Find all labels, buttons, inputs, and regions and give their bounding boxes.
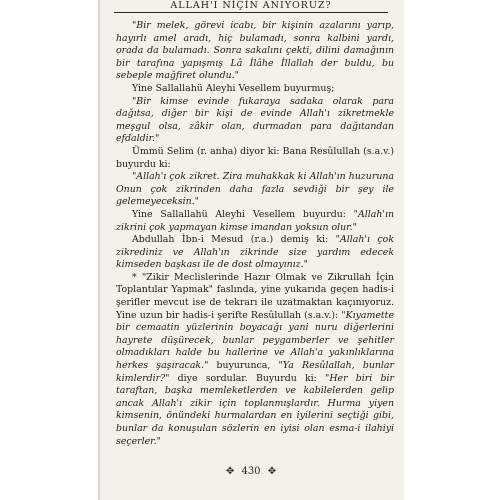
narration-text: Yine Sallallahü Aleyhi Vesellem buyurdu:: [132, 208, 354, 220]
body-text: [116, 20, 394, 448]
book-page: [98, 0, 404, 500]
folio-ornament-left-icon: ✥: [225, 466, 235, 477]
header-rule: [114, 12, 388, 13]
paragraph: Yine Sallallahü Aleyhi Vesellem buyurmuş;: [132, 82, 335, 94]
hadith-quote: "Her biri bir taraftan, başka memleketlerden ve kabilelerden gelip ancak Allah'ı zikir için toplanmışlardır. Hurma yiyen kimsenin, önündeki hurmalardan en iyilerini seçtiği gibi, bunlar da konuşulan sözlerin en iyisi olan esma-i ilahiyi seçerler.": [116, 372, 394, 447]
paragraph: "Bir kimse evinde fukaraya sadaka olarak para dağıtsa, diğer bir kişi de evinde Allah'ı zikretmekle meşgul olsa, zâkir olan, durmadan para dağıtandan efdaldir.": [116, 95, 394, 145]
page-folio: [98, 466, 404, 477]
paragraph: "Allah'ı çok zikret. Zira muhakkak ki Allah'ın huzuruna Onun çok zikrinden daha fazla sevdiği bir şey ile gelemeyeceksin.": [116, 171, 394, 208]
page-number: 430: [241, 466, 261, 477]
running-head: ALLAH'I NİÇİN ANIYORUZ?: [170, 0, 332, 11]
paragraph: Ümmü Selim (r. anha) diyor ki: Bana Resûlullah (s.a.v.) buyurdu ki:: [116, 145, 394, 170]
hadith-quote: "Allah'ın zikrini çok yapmayan kimse imandan yoksun olur.": [116, 208, 394, 233]
narration-text: diye sordular. Buyurdu ki:: [169, 372, 326, 384]
folio-ornament-right-icon: ✥: [267, 466, 277, 477]
hadith-quote: "Ya Resûlallah, bunlar kimlerdir?": [116, 360, 394, 384]
hadith-quote: "Allah'ı çok zikrediniz ve Allah'ın zikrinde size yardım edecek kimseden başkası ile de dost olmayınız.": [116, 234, 394, 271]
paragraph: [116, 209, 394, 234]
paragraph: [116, 272, 394, 448]
narration-text: * "Zikir Meclislerinde Hazır Olmak ve Zikrullah İçin Toplantılar Yapmak" faslında, yine yukarıda geçen hadis-i şerifler mevcut ise de tekrarı ile uzatmaktan kaçınıyoruz. Yine uzun bir hadis-i şerifte Resûlullah (s.a.v.):: [116, 271, 394, 321]
paragraph: [116, 234, 394, 272]
paragraph: "Bir melek, görevi icabı, bir kişinin azalarını yarıp, hayırlı amel aradı, hiç bulamadı, sonra kalbini yardı, orada da bulamadı. Sonra sakalını çekti, dilini damağının bir tarafına yapışmış Lâ İlâhe İllallah der buldu, bu sebeple mağfiret olundu.": [116, 20, 394, 82]
narration-text: buyurunca,: [208, 360, 279, 372]
hadith-quote: "Kıyamette bir cemaatin yüzlerinin boyacağı yani nuru diğerlerini hayrete düşürecek, bunlar peygamberler ve şehitler olmadıkları halde bu hallerine ve Allah'a yakınlıklarına herkes şaşıracak.": [116, 309, 394, 372]
narration-text: Abdullah İbn-i Mesud (r.a.) demiş ki:: [132, 234, 336, 246]
